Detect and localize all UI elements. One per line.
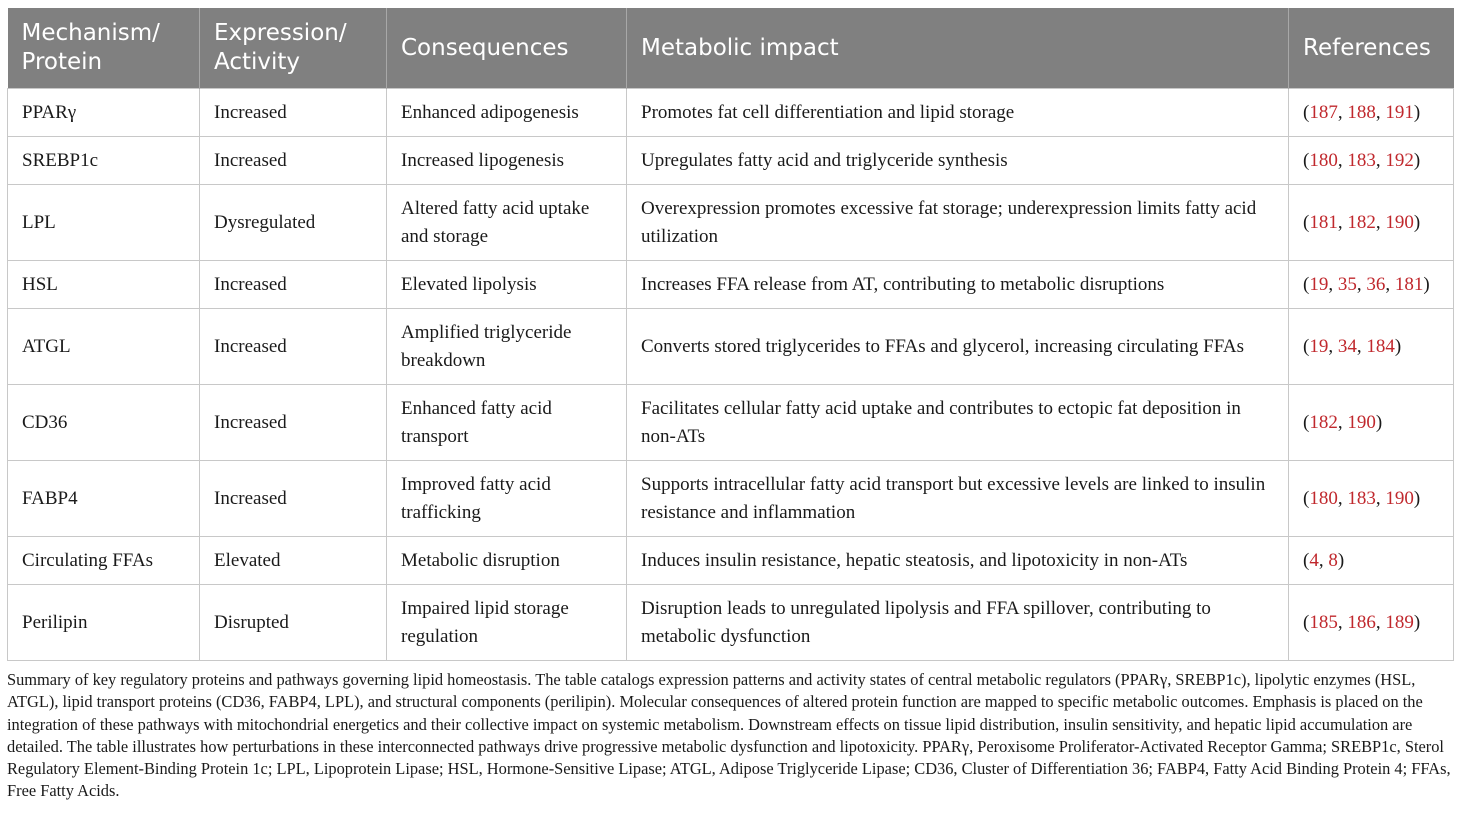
cell-consequence: Increased lipogenesis [387,137,627,185]
reference-link[interactable]: 190 [1385,487,1414,509]
cell-consequence: Metabolic disruption [387,537,627,585]
reference-link[interactable]: 184 [1366,335,1395,357]
cell-consequence: Altered fatty acid uptake and storage [387,185,627,261]
table-row [8,309,1454,385]
table-row [8,585,1454,661]
cell-expression: Disrupted [200,585,387,661]
cell-consequence: Amplified triglyceride breakdown [387,309,627,385]
table-row [8,461,1454,537]
cell-metabolic-impact: Upregulates fatty acid and triglyceride synthesis [627,137,1289,185]
header-mechanism: Mechanism/ Protein [8,8,200,89]
cell-protein: FABP4 [8,461,200,537]
table-row [8,89,1454,137]
cell-protein: ATGL [8,309,200,385]
cell-expression: Increased [200,261,387,309]
reference-link[interactable]: 19 [1309,335,1329,357]
cell-metabolic-impact: Increases FFA release from AT, contributing to metabolic disruptions [627,261,1289,309]
reference-link[interactable]: 183 [1347,149,1376,171]
reference-link[interactable]: 186 [1347,611,1376,633]
cell-metabolic-impact: Promotes fat cell differentiation and lipid storage [627,89,1289,137]
cell-metabolic-impact: Induces insulin resistance, hepatic steatosis, and lipotoxicity in non-ATs [627,537,1289,585]
header-consequences: Consequences [387,8,627,89]
cell-protein: SREBP1c [8,137,200,185]
reference-link[interactable]: 188 [1347,101,1376,123]
header-expression: Expression/ Activity [200,8,387,89]
reference-link[interactable]: 34 [1337,335,1357,357]
table-row [8,385,1454,461]
reference-link[interactable]: 180 [1309,487,1338,509]
cell-references: (19, 35, 36, 181) [1289,261,1454,309]
cell-metabolic-impact: Disruption leads to unregulated lipolysis and FFA spillover, contributing to metabolic dysfunction [627,585,1289,661]
table-header-row [8,8,1454,89]
reference-link[interactable]: 192 [1385,149,1414,171]
header-references: References [1289,8,1454,89]
cell-consequence: Improved fatty acid trafficking [387,461,627,537]
cell-references: (180, 183, 190) [1289,461,1454,537]
table-row [8,137,1454,185]
document-page [7,8,1453,819]
cell-references: (19, 34, 184) [1289,309,1454,385]
cell-expression: Increased [200,385,387,461]
reference-link[interactable]: 190 [1347,411,1376,433]
cell-consequence: Enhanced fatty acid transport [387,385,627,461]
cell-consequence: Impaired lipid storage regulation [387,585,627,661]
table-row [8,261,1454,309]
table-row [8,537,1454,585]
cell-references: (182, 190) [1289,385,1454,461]
table-row [8,185,1454,261]
cell-consequence: Elevated lipolysis [387,261,627,309]
cell-expression: Increased [200,309,387,385]
cell-protein: LPL [8,185,200,261]
cell-references: (181, 182, 190) [1289,185,1454,261]
cell-protein: CD36 [8,385,200,461]
lipid-regulators-table [7,8,1454,661]
reference-link[interactable]: 185 [1309,611,1338,633]
reference-link[interactable]: 36 [1366,273,1386,295]
cell-expression: Increased [200,137,387,185]
reference-link[interactable]: 191 [1385,101,1414,123]
cell-protein: HSL [8,261,200,309]
reference-link[interactable]: 187 [1309,101,1338,123]
cell-metabolic-impact: Overexpression promotes excessive fat storage; underexpression limits fatty acid utilization [627,185,1289,261]
cell-metabolic-impact: Supports intracellular fatty acid transport but excessive levels are linked to insulin resistance and inflammation [627,461,1289,537]
reference-link[interactable]: 180 [1309,149,1338,171]
cell-references: (185, 186, 189) [1289,585,1454,661]
reference-link[interactable]: 183 [1347,487,1376,509]
reference-link[interactable]: 35 [1337,273,1357,295]
cell-metabolic-impact: Facilitates cellular fatty acid uptake and contributes to ectopic fat deposition in non-ATs [627,385,1289,461]
cell-references: (4, 8) [1289,537,1454,585]
cell-protein: Perilipin [8,585,200,661]
reference-link[interactable]: 19 [1309,273,1329,295]
cell-expression: Elevated [200,537,387,585]
cell-protein: PPARγ [8,89,200,137]
reference-link[interactable]: 189 [1385,611,1414,633]
header-metabolic-impact: Metabolic impact [627,8,1289,89]
reference-link[interactable]: 182 [1347,211,1376,233]
reference-link[interactable]: 181 [1309,211,1338,233]
reference-link[interactable]: 182 [1309,411,1338,433]
cell-protein: Circulating FFAs [8,537,200,585]
table-body [8,89,1454,661]
cell-references: (187, 188, 191) [1289,89,1454,137]
cell-expression: Increased [200,89,387,137]
cell-references: (180, 183, 192) [1289,137,1454,185]
cell-metabolic-impact: Converts stored triglycerides to FFAs and glycerol, increasing circulating FFAs [627,309,1289,385]
table-caption: Summary of key regulatory proteins and pathways governing lipid homeostasis. The table catalogs expression patterns and activity states of central metabolic regulators (PPARγ, SREBP1c), lipolytic enzymes (HSL, ATGL), lipid transport proteins (CD36, FABP4, LPL), and structural components (perilipin). Molecular consequences of altered protein function are mapped to specific metabolic outcomes. Emphasis is placed on the integration of these pathways with mitochondrial energetics and their collective impact on systemic metabolism. Downstream effects on tissue lipid distribution, insulin sensitivity, and hepatic lipid accumulation are detailed. The table illustrates how perturbations in these interconnected pathways drive progressive metabolic dysfunction and lipotoxicity. PPARγ, Peroxisome Proliferator-Activated Receptor Gamma; SREBP1c, Sterol Regulatory Element-Binding Protein 1c; LPL, Lipoprotein Lipase; HSL, Hormone-Sensitive Lipase; ATGL, Adipose Triglyceride Lipase; CD36, Cluster of Differentiation 36; FABP4, Fatty Acid Binding Protein 4; FFAs, Free Fatty Acids. [7,670,1451,801]
reference-link[interactable]: 4 [1309,549,1319,571]
cell-expression: Dysregulated [200,185,387,261]
reference-link[interactable]: 8 [1328,549,1338,571]
cell-expression: Increased [200,461,387,537]
reference-link[interactable]: 190 [1385,211,1414,233]
reference-link[interactable]: 181 [1394,273,1424,295]
cell-consequence: Enhanced adipogenesis [387,89,627,137]
